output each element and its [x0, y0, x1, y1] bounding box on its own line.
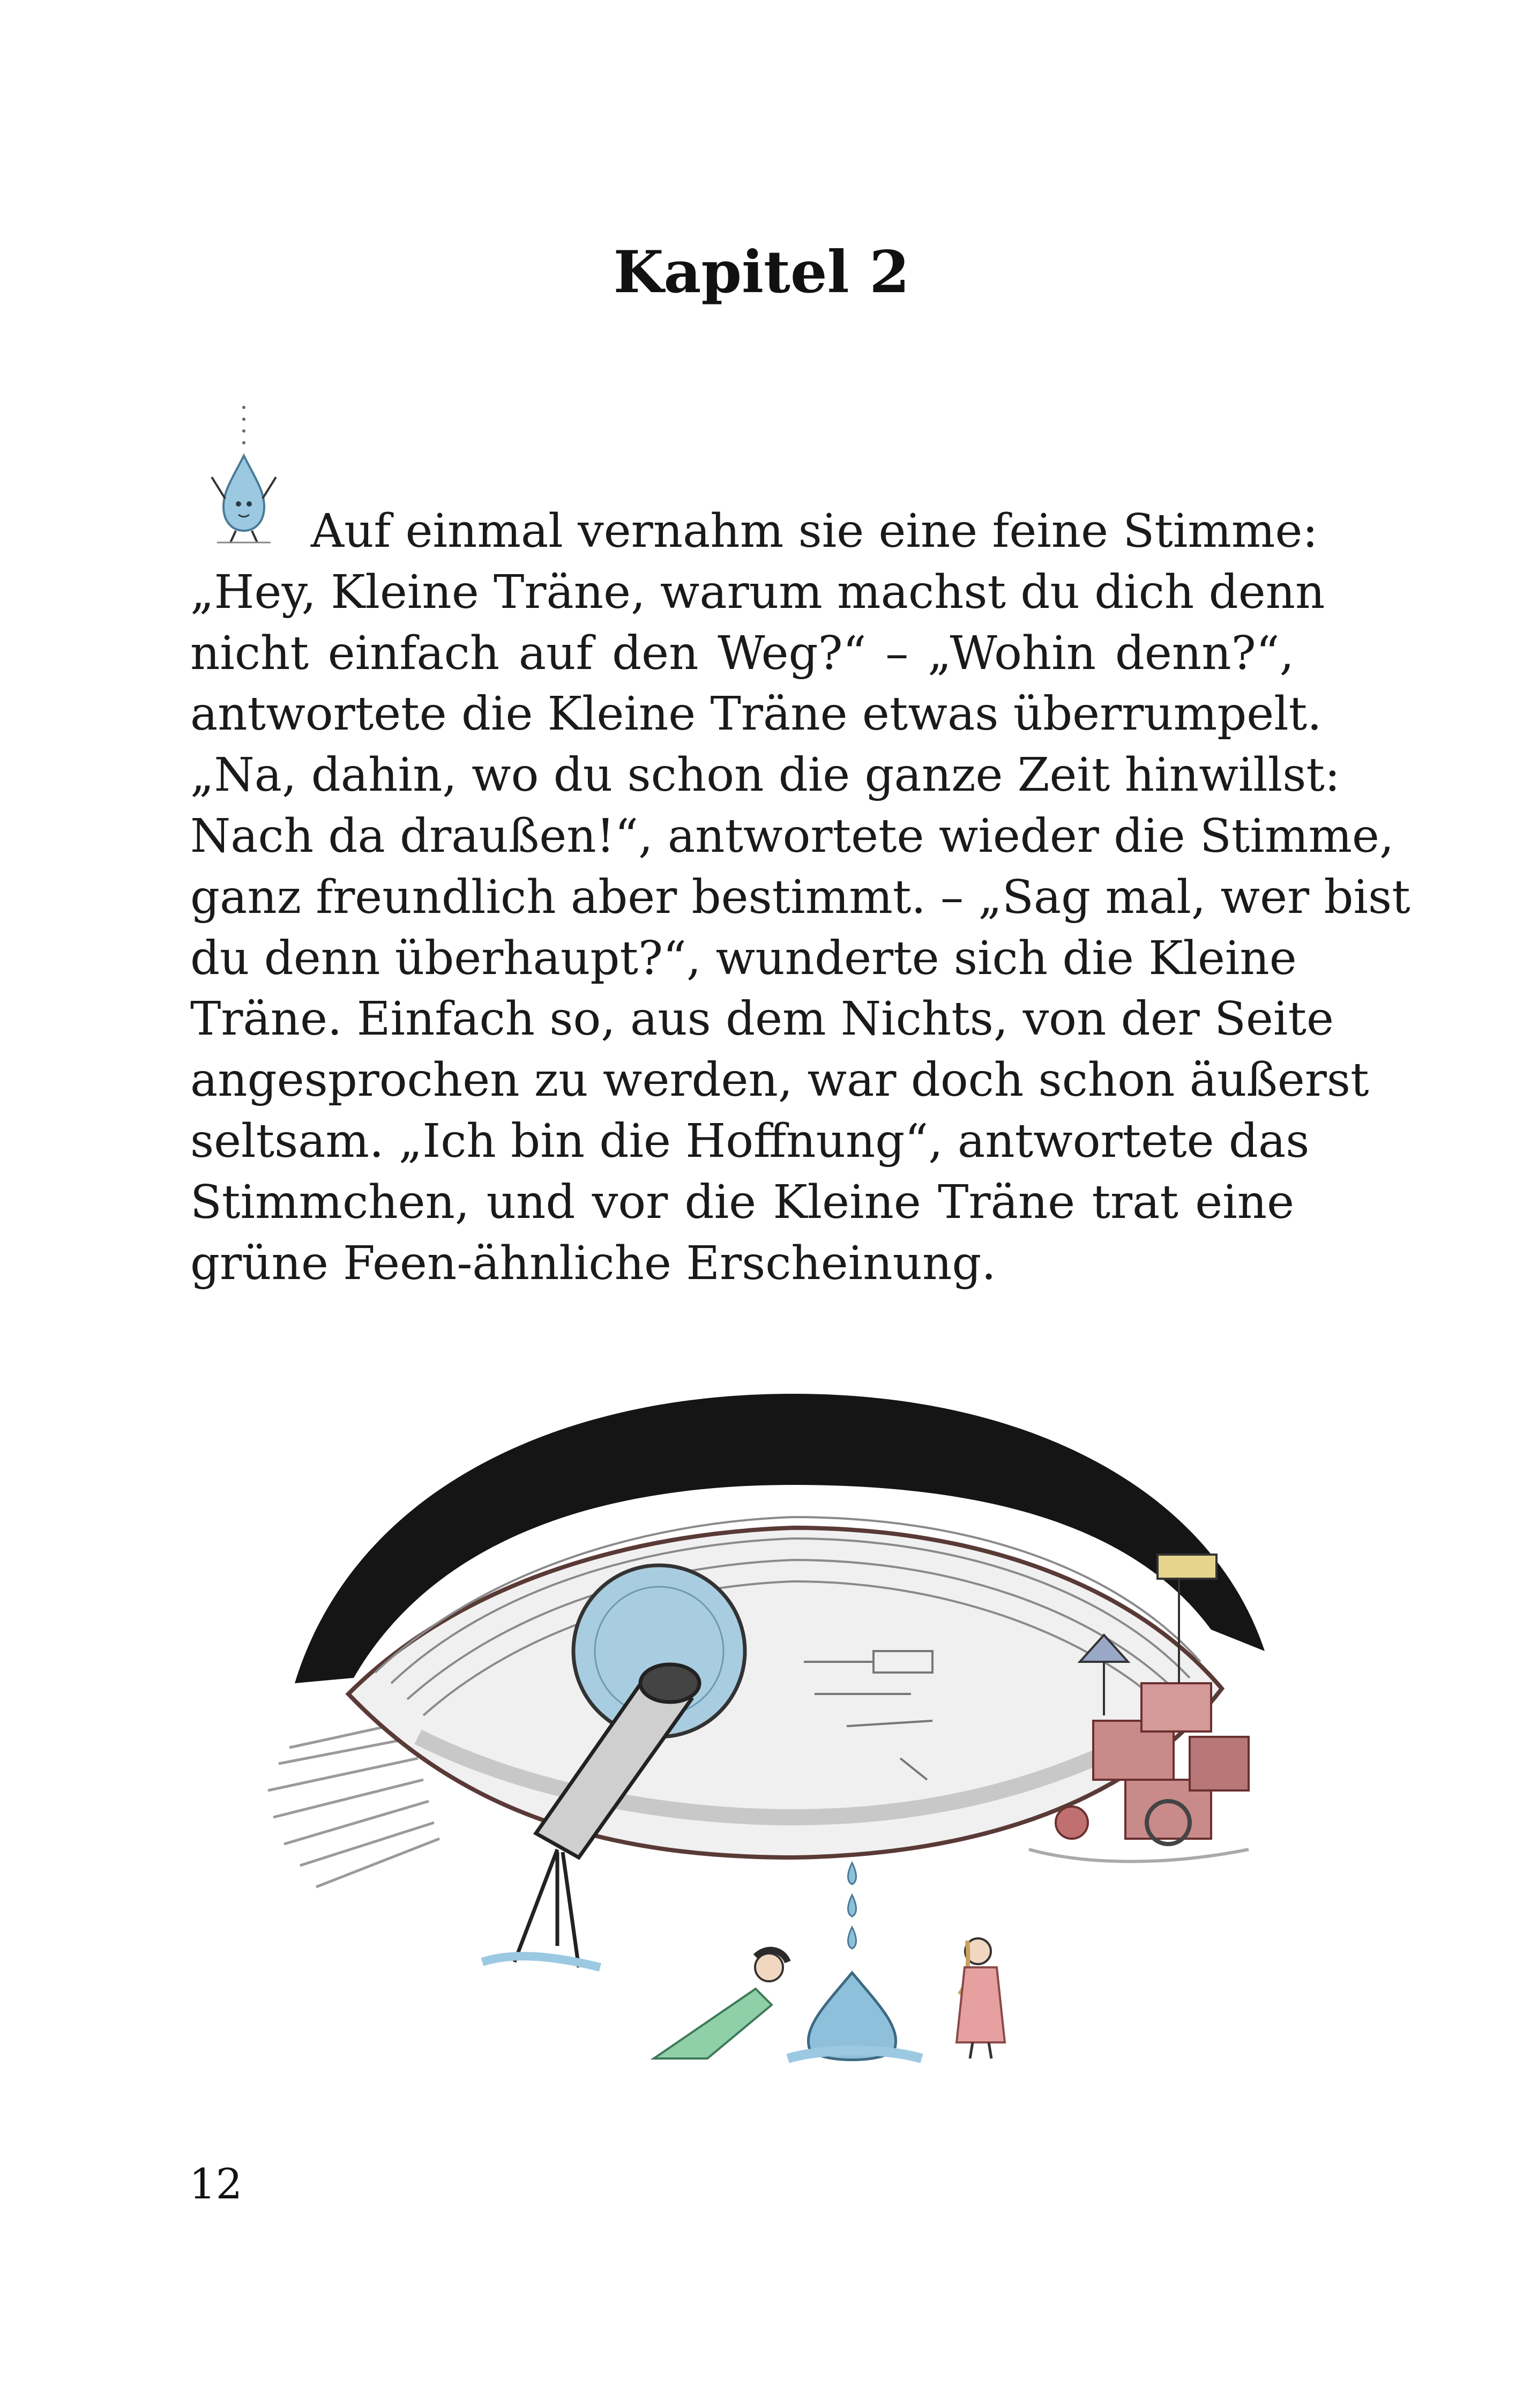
paragraph-line: antwortete die Kleine Träne etwas überrumpelt. [190, 687, 1322, 741]
paragraph-line: nicht einfach auf den Weg?“ – „Wohin denn?“, [190, 626, 1294, 680]
paragraph-line: Träne. Einfach so, aus dem Nichts, von der Seite [190, 992, 1334, 1046]
girl-figure [957, 1938, 1005, 2058]
eye-illustration [257, 1351, 1318, 2064]
green-fairy [654, 1950, 788, 2058]
paragraph-line: angesprochen zu werden, war doch schon äußerst [190, 1053, 1369, 1108]
paragraph-line: „Hey, Kleine Träne, warum machst du dich denn [190, 565, 1325, 619]
chapter-title: Kapitel 2 [613, 239, 910, 306]
paragraph-line: „Na, dahin, wo du schon die ganze Zeit hinwillst: [190, 748, 1340, 802]
page-number: 12 [189, 2160, 243, 2209]
paragraph-line: Nach da draußen!“, antwortete wieder die Stimme, [190, 809, 1394, 863]
paragraph-line: ganz freundlich aber bestimmt. – „Sag mal, wer bist [190, 870, 1410, 924]
paragraph-line: Stimmchen, und vor die Kleine Träne trat eine [190, 1175, 1294, 1229]
paragraph-line: grüne Feen-ähnliche Erscheinung. [190, 1236, 996, 1290]
story-paragraph [190, 501, 1410, 1294]
paragraph-line: Auf einmal vernahm sie eine feine Stimme: [311, 504, 1318, 558]
paragraph-line: seltsam. „Ich bin die Hoffnung“, antwortete das [190, 1114, 1310, 1168]
tear-character [788, 1973, 922, 2060]
eye-white [348, 1528, 1222, 1857]
paragraph-line: du denn überhaupt?“, wunderte sich die Kleine [190, 931, 1297, 985]
